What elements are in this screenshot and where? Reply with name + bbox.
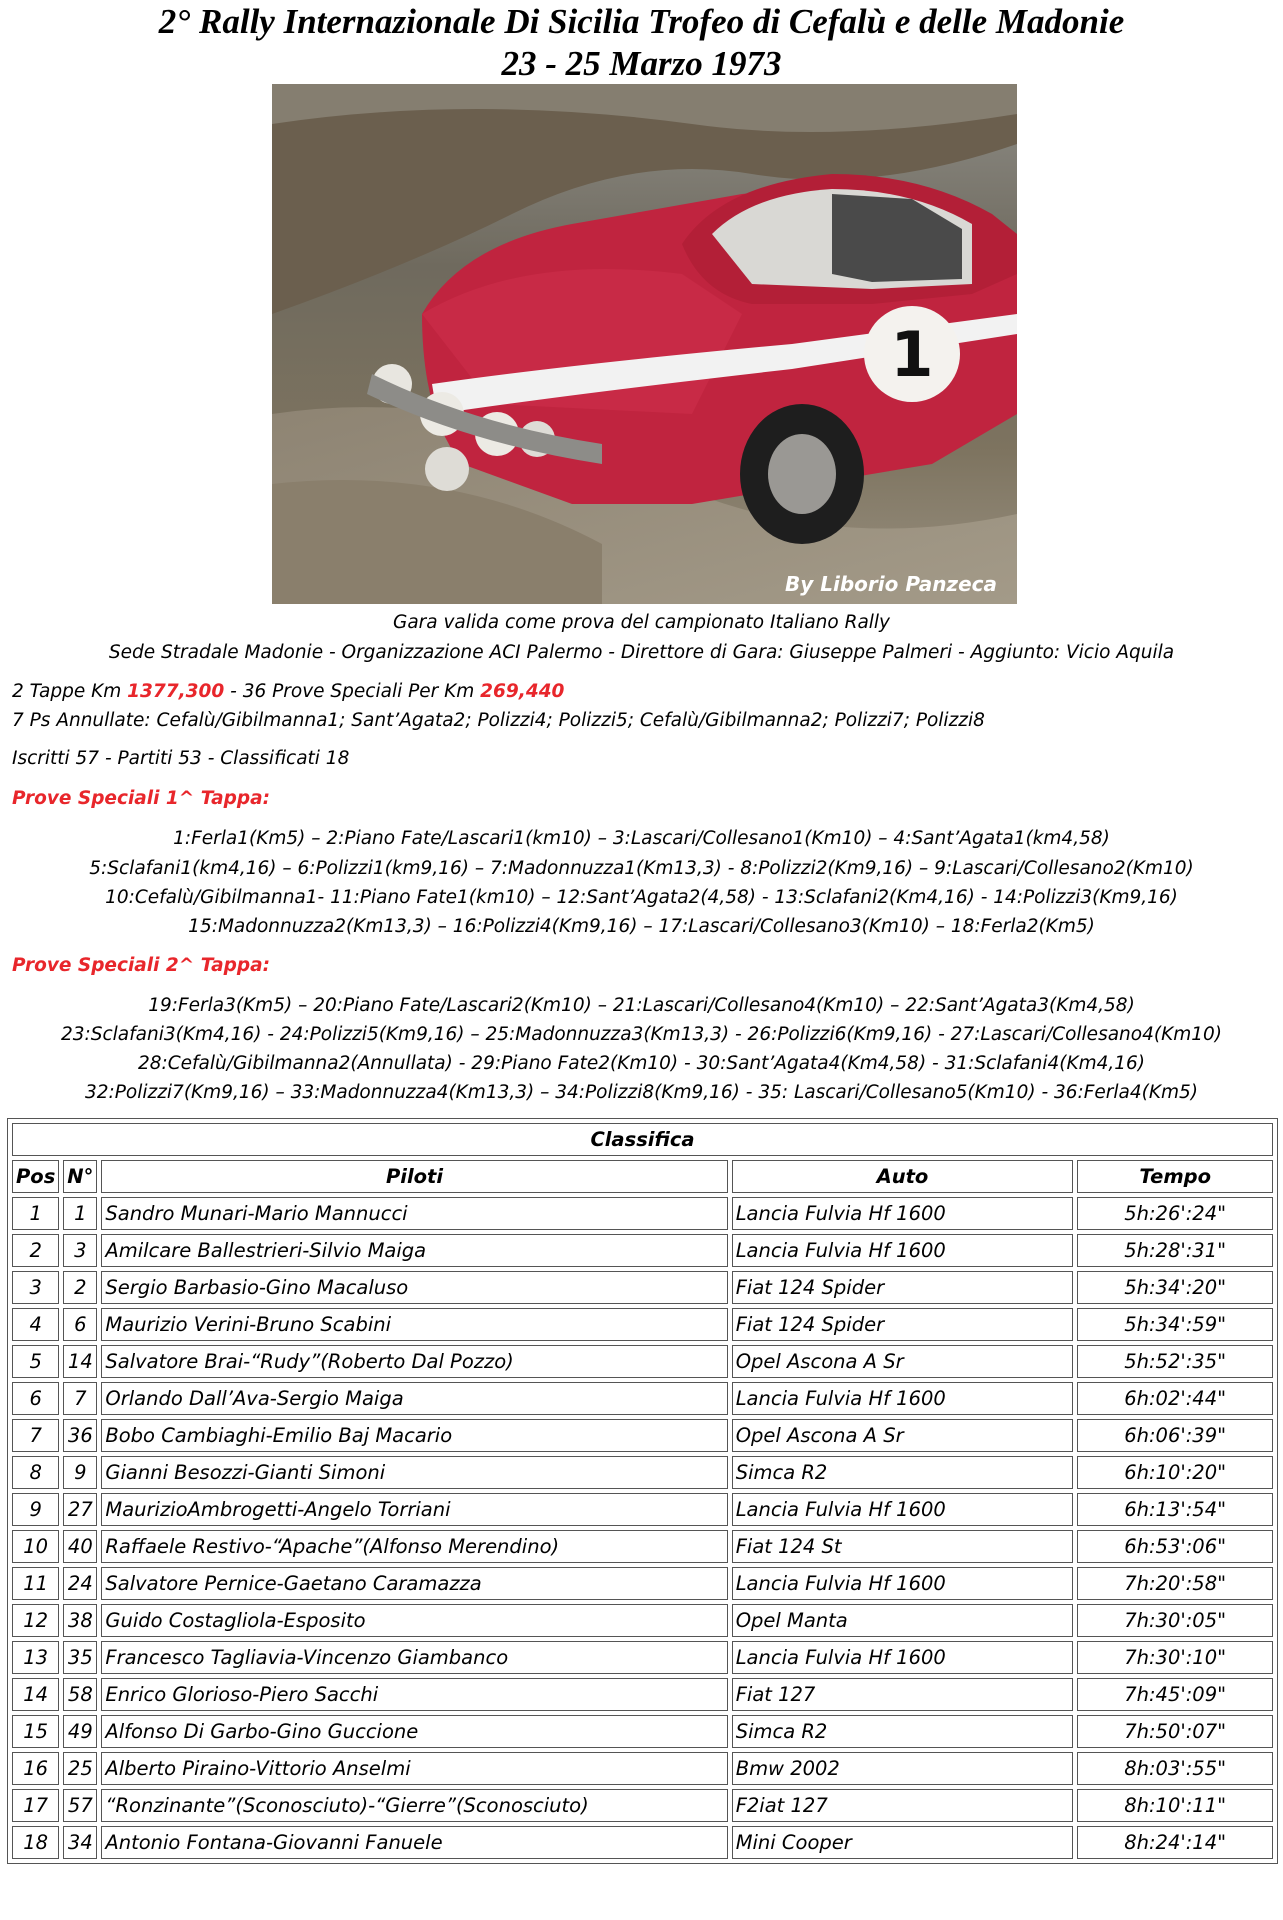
piloti-cell: Gianni Besozzi-Gianti Simoni xyxy=(101,1456,727,1489)
pos-cell: 4 xyxy=(12,1308,59,1341)
auto-cell: Mini Cooper xyxy=(732,1826,1074,1859)
pos-cell: 3 xyxy=(12,1271,59,1304)
piloti-cell: Guido Costagliola-Esposito xyxy=(101,1604,727,1637)
col-header-number: N° xyxy=(63,1160,97,1193)
piloti-cell: “Ronzinante”(Sconosciuto)-“Gierre”(Sconosciuto) xyxy=(101,1789,727,1822)
number-cell: 25 xyxy=(63,1752,97,1785)
number-cell: 36 xyxy=(63,1419,97,1452)
piloti-cell: Orlando Dall’Ava-Sergio Maiga xyxy=(101,1382,727,1415)
pos-cell: 15 xyxy=(12,1715,59,1748)
table-row xyxy=(12,1530,1273,1563)
tempo-cell: 6h:53':06" xyxy=(1077,1530,1273,1563)
pos-cell: 8 xyxy=(12,1456,59,1489)
auto-cell: Opel Ascona A Sr xyxy=(732,1419,1074,1452)
table-row xyxy=(12,1752,1273,1785)
table-caption-row xyxy=(12,1123,1273,1156)
tappe-prefix: 2 Tappe Km xyxy=(12,681,128,702)
number-cell: 57 xyxy=(63,1789,97,1822)
tempo-cell: 6h:10':20" xyxy=(1077,1456,1273,1489)
stage1-heading: Prove Speciali 1^ Tappa: xyxy=(12,788,270,809)
piloti-cell: Alberto Piraino-Vittorio Anselmi xyxy=(101,1752,727,1785)
col-header-pos: Pos xyxy=(12,1160,59,1193)
tempo-cell: 7h:30':10" xyxy=(1077,1641,1273,1674)
piloti-cell: Raffaele Restivo-“Apache”(Alfonso Merendino) xyxy=(101,1530,727,1563)
col-header-tempo: Tempo xyxy=(1077,1160,1273,1193)
results-table xyxy=(7,1118,1278,1864)
stage2-line: 32:Polizzi7(Km9,16) – 33:Madonnuzza4(Km13,3) – 34:Polizzi8(Km9,16) - 35: Lascari/Collesano5(Km10) - 36:Ferla4(Km5) xyxy=(84,1082,1199,1103)
auto-cell: Fiat 124 St xyxy=(732,1530,1074,1563)
number-cell: 40 xyxy=(63,1530,97,1563)
number-cell: 7 xyxy=(63,1382,97,1415)
pos-cell: 7 xyxy=(12,1419,59,1452)
auto-cell: Lancia Fulvia Hf 1600 xyxy=(732,1641,1074,1674)
tempo-cell: 5h:52':35" xyxy=(1077,1345,1273,1378)
annullate-line: 7 Ps Annullate: Cefalù/Gibilmanna1; Sant’Agata2; Polizzi4; Polizzi5; Cefalù/Gibilmanna2; Polizzi7; Polizzi8 xyxy=(12,710,985,731)
table-row xyxy=(12,1493,1273,1526)
table-header-row xyxy=(12,1160,1273,1193)
table-row xyxy=(12,1419,1273,1452)
pos-cell: 2 xyxy=(12,1234,59,1267)
table-row xyxy=(12,1789,1273,1822)
piloti-cell: Maurizio Verini-Bruno Scabini xyxy=(101,1308,727,1341)
pos-cell: 12 xyxy=(12,1604,59,1637)
tappe-mid: - 36 Prove Speciali Per Km xyxy=(224,681,481,702)
pos-cell: 18 xyxy=(12,1826,59,1859)
number-cell: 49 xyxy=(63,1715,97,1748)
piloti-cell: Antonio Fontana-Giovanni Fanuele xyxy=(101,1826,727,1859)
pos-cell: 9 xyxy=(12,1493,59,1526)
stage2-line: 19:Ferla3(Km5) – 20:Piano Fate/Lascari2(Km10) – 21:Lascari/Collesano4(Km10) – 22:Sant’Agata3(Km4,58) xyxy=(148,995,1135,1016)
tempo-cell: 5h:34':20" xyxy=(1077,1271,1273,1304)
tappe-line xyxy=(12,679,564,705)
car-number: 1 xyxy=(890,318,934,391)
tempo-cell: 6h:13':54" xyxy=(1077,1493,1273,1526)
tempo-cell: 7h:45':09" xyxy=(1077,1678,1273,1711)
table-row xyxy=(12,1715,1273,1748)
ps-km: 269,440 xyxy=(480,681,565,702)
pos-cell: 16 xyxy=(12,1752,59,1785)
piloti-cell: MaurizioAmbrogetti-Angelo Torriani xyxy=(101,1493,727,1526)
pos-cell: 6 xyxy=(12,1382,59,1415)
auto-cell: Lancia Fulvia Hf 1600 xyxy=(732,1493,1074,1526)
auto-cell: Fiat 124 Spider xyxy=(732,1271,1074,1304)
table-row xyxy=(12,1197,1273,1230)
stage2-heading: Prove Speciali 2^ Tappa: xyxy=(12,955,270,976)
number-cell: 27 xyxy=(63,1493,97,1526)
auto-cell: Opel Ascona A Sr xyxy=(732,1345,1074,1378)
rally-car-photo xyxy=(272,84,1017,604)
auto-cell: F2iat 127 xyxy=(732,1789,1074,1822)
stage1-line: 10:Cefalù/Gibilmanna1- 11:Piano Fate1(km10) – 12:Sant’Agata2(4,58) - 13:Sclafani2(Km4,16) - 14:Polizzi3(Km9,16) xyxy=(105,887,1178,908)
table-row xyxy=(12,1456,1273,1489)
tappe-km: 1377,300 xyxy=(127,681,225,702)
piloti-cell: Amilcare Ballestrieri-Silvio Maiga xyxy=(101,1234,727,1267)
number-cell: 9 xyxy=(63,1456,97,1489)
pos-cell: 5 xyxy=(12,1345,59,1378)
piloti-cell: Sergio Barbasio-Gino Macaluso xyxy=(101,1271,727,1304)
table-row xyxy=(12,1641,1273,1674)
piloti-cell: Francesco Tagliavia-Vincenzo Giambanco xyxy=(101,1641,727,1674)
stage1-line: 15:Madonnuzza2(Km13,3) – 16:Polizzi4(Km9,16) – 17:Lascari/Collesano3(Km10) – 18:Ferla2(Km5) xyxy=(188,916,1095,937)
stage1-line: 1:Ferla1(Km5) – 2:Piano Fate/Lascari1(km10) – 3:Lascari/Collesano1(Km10) – 4:Sant’Agata1(km4,58) xyxy=(173,828,1110,849)
tempo-cell: 6h:06':39" xyxy=(1077,1419,1273,1452)
number-cell: 14 xyxy=(63,1345,97,1378)
tempo-cell: 6h:02':44" xyxy=(1077,1382,1273,1415)
tempo-cell: 8h:03':55" xyxy=(1077,1752,1273,1785)
auto-cell: Lancia Fulvia Hf 1600 xyxy=(732,1382,1074,1415)
pos-cell: 14 xyxy=(12,1678,59,1711)
number-cell: 38 xyxy=(63,1604,97,1637)
page-title: 2° Rally Internazionale Di Sicilia Trofeo di Cefalù e delle Madonie xyxy=(158,2,1125,41)
championship-line: Gara valida come prova del campionato Italiano Rally xyxy=(392,612,891,633)
col-header-piloti: Piloti xyxy=(101,1160,727,1193)
number-cell: 6 xyxy=(63,1308,97,1341)
piloti-cell: Enrico Glorioso-Piero Sacchi xyxy=(101,1678,727,1711)
table-row xyxy=(12,1382,1273,1415)
piloti-cell: Sandro Munari-Mario Mannucci xyxy=(101,1197,727,1230)
stage2-line: 28:Cefalù/Gibilmanna2(Annullata) - 29:Piano Fate2(Km10) - 30:Sant’Agata4(Km4,58) - 31:Sclafani4(Km4,16) xyxy=(137,1053,1146,1074)
table-row xyxy=(12,1345,1273,1378)
pos-cell: 11 xyxy=(12,1567,59,1600)
table-caption: Classifica xyxy=(12,1123,1273,1156)
stage1-line: 5:Sclafani1(km4,16) – 6:Polizzi1(km9,16) – 7:Madonnuzza1(Km13,3) - 8:Polizzi2(Km9,16) – 9:Lascari/Collesano2(Km10) xyxy=(89,858,1194,879)
tempo-cell: 5h:28':31" xyxy=(1077,1234,1273,1267)
auto-cell: Opel Manta xyxy=(732,1604,1074,1637)
tempo-cell: 8h:10':11" xyxy=(1077,1789,1273,1822)
piloti-cell: Salvatore Brai-“Rudy”(Roberto Dal Pozzo) xyxy=(101,1345,727,1378)
piloti-cell: Salvatore Pernice-Gaetano Caramazza xyxy=(101,1567,727,1600)
race-dates: 23 - 25 Marzo 1973 xyxy=(501,44,782,83)
piloti-cell: Alfonso Di Garbo-Gino Guccione xyxy=(101,1715,727,1748)
number-cell: 58 xyxy=(63,1678,97,1711)
auto-cell: Lancia Fulvia Hf 1600 xyxy=(732,1234,1074,1267)
piloti-cell: Bobo Cambiaghi-Emilio Baj Macario xyxy=(101,1419,727,1452)
tempo-cell: 7h:50':07" xyxy=(1077,1715,1273,1748)
pos-cell: 1 xyxy=(12,1197,59,1230)
table-row xyxy=(12,1604,1273,1637)
pos-cell: 17 xyxy=(12,1789,59,1822)
iscritti-line: Iscritti 57 - Partiti 53 - Classificati 18 xyxy=(12,748,350,769)
table-row xyxy=(12,1678,1273,1711)
auto-cell: Simca R2 xyxy=(732,1456,1074,1489)
tempo-cell: 5h:34':59" xyxy=(1077,1308,1273,1341)
stage2-line: 23:Sclafani3(Km4,16) - 24:Polizzi5(Km9,16) – 25:Madonnuzza3(Km13,3) - 26:Polizzi6(Km9,16) - 27:Lascari/Collesano4(Km10) xyxy=(60,1024,1222,1045)
table-row xyxy=(12,1308,1273,1341)
number-cell: 3 xyxy=(63,1234,97,1267)
auto-cell: Fiat 124 Spider xyxy=(732,1308,1074,1341)
auto-cell: Simca R2 xyxy=(732,1715,1074,1748)
tempo-cell: 8h:24':14" xyxy=(1077,1826,1273,1859)
tempo-cell: 5h:26':24" xyxy=(1077,1197,1273,1230)
pos-cell: 13 xyxy=(12,1641,59,1674)
tempo-cell: 7h:20':58" xyxy=(1077,1567,1273,1600)
auto-cell: Fiat 127 xyxy=(732,1678,1074,1711)
tempo-cell: 7h:30':05" xyxy=(1077,1604,1273,1637)
number-cell: 35 xyxy=(63,1641,97,1674)
pos-cell: 10 xyxy=(12,1530,59,1563)
number-cell: 2 xyxy=(63,1271,97,1304)
auto-cell: Lancia Fulvia Hf 1600 xyxy=(732,1197,1074,1230)
number-cell: 1 xyxy=(63,1197,97,1230)
organisation-line: Sede Stradale Madonie - Organizzazione ACI Palermo - Direttore di Gara: Giuseppe Palmeri - Aggiunto: Vicio Aquila xyxy=(108,642,1175,663)
number-cell: 24 xyxy=(63,1567,97,1600)
table-row xyxy=(12,1271,1273,1304)
table-row xyxy=(12,1826,1273,1859)
col-header-auto: Auto xyxy=(732,1160,1074,1193)
number-cell: 34 xyxy=(63,1826,97,1859)
table-row xyxy=(12,1567,1273,1600)
auto-cell: Bmw 2002 xyxy=(732,1752,1074,1785)
photo-credit: By Liborio Panzeca xyxy=(785,572,997,596)
auto-cell: Lancia Fulvia Hf 1600 xyxy=(732,1567,1074,1600)
table-row xyxy=(12,1234,1273,1267)
